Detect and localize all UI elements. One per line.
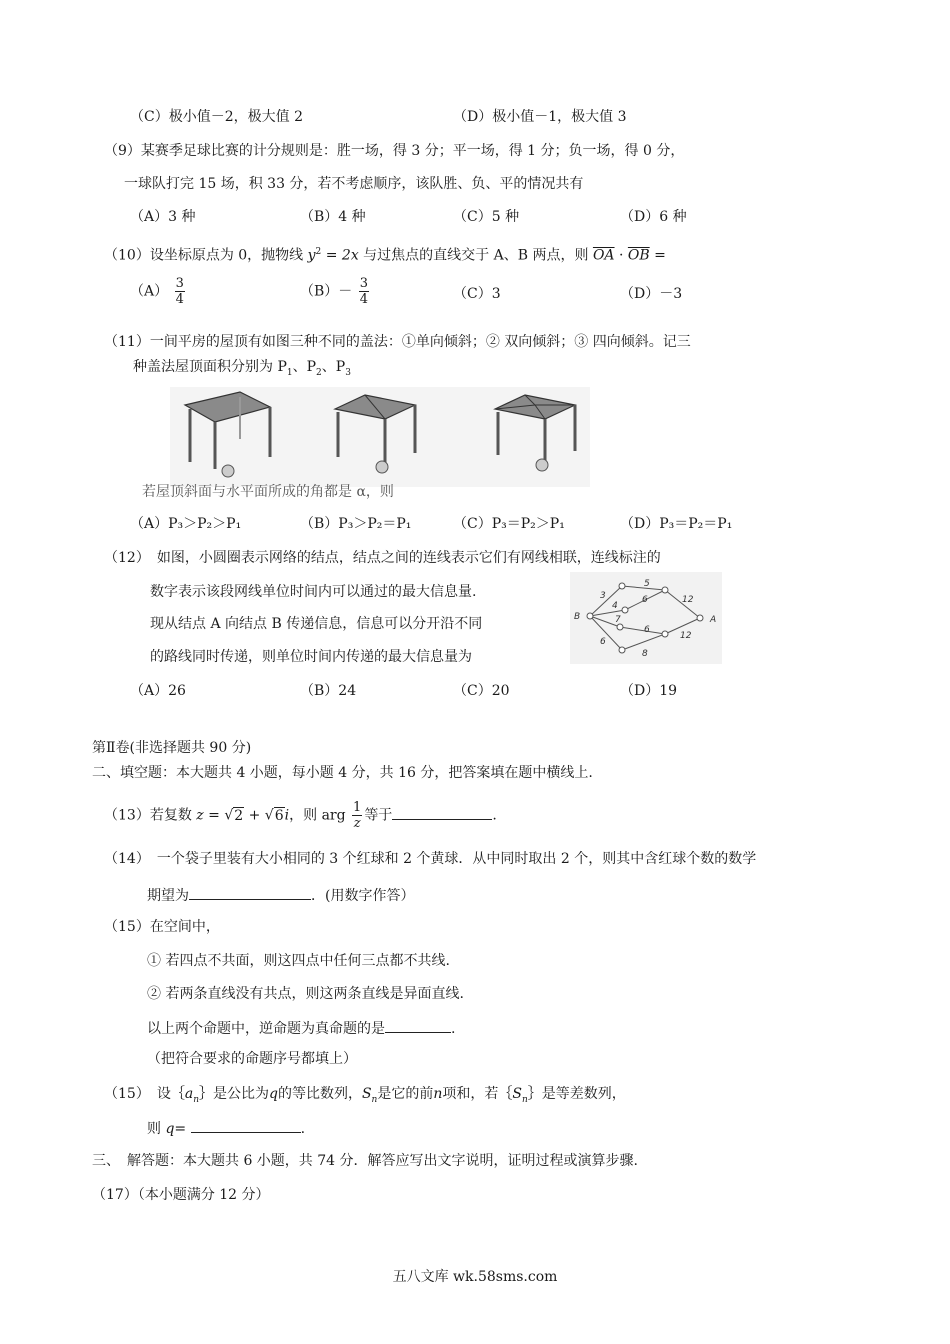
- part3-section: 三、 解答题：本大题共 6 小题，共 74 分．解答应写出文字说明，证明过程或演算步骤.: [92, 1153, 638, 1169]
- q12-line2: 数字表示该段网线单位时间内可以通过的最大信息量.: [150, 584, 477, 600]
- q15a-line3-post: .: [451, 1021, 456, 1037]
- q10-option-a-den: 4: [175, 292, 184, 307]
- q17-title: （17）（本小题满分 12 分）: [92, 1187, 270, 1203]
- q10-option-b: [300, 276, 371, 307]
- q15b-q: q: [268, 1086, 278, 1102]
- q9-option-c: （C）5 种: [453, 209, 520, 225]
- q14-line2: [147, 885, 414, 905]
- q13-frac-num: 1: [353, 800, 362, 815]
- q10-option-b-num: 3: [359, 276, 369, 291]
- q11-sep1: 、P: [292, 359, 317, 375]
- q10-eq-rest: = 2x: [321, 247, 359, 264]
- q13-sqrt6: 6: [274, 807, 284, 824]
- net-label-12b: 12: [680, 631, 692, 641]
- part2-section: 二、填空题：本大题共 4 小题，每小题 4 分，共 16 分，把答案填在题中横线上.: [92, 765, 593, 781]
- net-label-6a: 6: [642, 595, 648, 605]
- roof-figure-2-label: [376, 461, 388, 473]
- q15a-line1: （15）在空间中，: [104, 919, 220, 935]
- q12-option-d: （D）19: [620, 683, 678, 699]
- q11-line1: （11）一间平房的屋顶有如图三种不同的盖法：①单向倾斜；② 双向倾斜；③ 四向倾斜。记三: [104, 334, 691, 350]
- page-footer: 五八文库 wk.58sms.com: [392, 1269, 558, 1285]
- net-label-6b: 6: [644, 625, 650, 635]
- q14-line1: （14） 一个袋子里装有大小相同的 3 个红球和 2 个黄球．从中同时取出 2 个，则其中含红球个数的数学: [104, 851, 757, 867]
- q15b-line2-q: q: [165, 1121, 175, 1137]
- q10-question: [104, 243, 666, 265]
- q15b-line2-eq: =: [174, 1121, 187, 1137]
- q11-sep2: 、P: [321, 359, 346, 375]
- q15b-line2-post: .: [300, 1121, 306, 1137]
- q13-i: i: [284, 807, 290, 824]
- q12-option-c: （C）20: [453, 683, 510, 699]
- part2-title: 第Ⅱ卷(非选择题共 90 分): [92, 740, 252, 756]
- net-label-7: 7: [615, 615, 621, 625]
- q11-sub3: 3: [345, 367, 351, 378]
- net-label-8: 8: [642, 649, 648, 659]
- q10-equals: =: [649, 247, 666, 264]
- q15b-a-sub: n: [193, 1094, 199, 1105]
- q10-eq-y: y: [307, 247, 316, 264]
- q10-middle: 与过焦点的直线交于 A、B 两点，则: [363, 247, 589, 264]
- q10-prefix: （10）设坐标原点为 0，抛物线: [104, 247, 304, 264]
- q15b-a: a: [184, 1086, 194, 1102]
- q9-option-d: （D）6 种: [620, 209, 687, 225]
- q12-option-a: （A）26: [130, 683, 186, 699]
- q15a-statement2: ② 若两条直线没有共点，则这两条直线是异面直线.: [147, 986, 464, 1002]
- q15b-s2-sub: n: [521, 1094, 528, 1105]
- net-label-6c: 6: [600, 637, 606, 647]
- q10-vector-oa: $\overline{OA}$: [592, 247, 615, 264]
- q13-eq: =: [203, 807, 225, 824]
- q9-option-b: （B）4 种: [300, 209, 366, 225]
- q13-frac-den: z: [353, 816, 361, 831]
- q12-line3: 现从结点 A 向结点 B 传递信息，信息可以分开沿不同: [150, 616, 483, 632]
- q15b-mid3: 是它的前: [377, 1086, 434, 1102]
- q10-option-a: [130, 276, 187, 307]
- q11-sub1: 1: [286, 367, 293, 378]
- q14-line2-prefix: 期望为: [147, 888, 189, 904]
- q10-option-b-label: （B）－: [300, 283, 353, 300]
- net-label-4: 4: [612, 601, 618, 611]
- net-label-a: A: [710, 615, 717, 625]
- q13-post: 等于: [364, 807, 393, 824]
- q9-line1: （9）某赛季足球比赛的计分规则是：胜一场，得 3 分；平一场，得 1 分；负一场，得 0 分，: [104, 143, 685, 159]
- q15b-s-sub: n: [371, 1094, 378, 1105]
- q11-line3: 若屋顶斜面与水平面所成的角都是 α，则: [142, 484, 394, 500]
- q8-option-d: （D）极小值－1，极大值 3: [453, 109, 627, 125]
- q10-option-a-num: 3: [175, 276, 184, 291]
- q11-option-d: （D）P₃＝P₂＝P₁: [620, 516, 733, 532]
- q12-line1: （12） 如图，小圆圈表示网络的结点，结点之间的连线表示它们有网线相联，连线标注的: [104, 550, 661, 566]
- q15b-s: S: [361, 1086, 372, 1102]
- q15b-mid1: ｝是公比为: [198, 1086, 269, 1102]
- q12-line4: 的路线同时传递，则单位时间内传递的最大信息量为: [150, 649, 472, 665]
- q10-option-a-label: （A）: [130, 283, 169, 300]
- q10-option-b-fraction: [359, 276, 369, 307]
- q15b-n: n: [433, 1086, 443, 1102]
- q13-answer-blank[interactable]: [392, 805, 492, 820]
- roof-figure-1-label: [222, 465, 234, 477]
- q15b-answer-blank[interactable]: [191, 1118, 301, 1133]
- q10-eq-sup: 2: [315, 247, 322, 257]
- q14-line2-post: ．(用数字作答）: [311, 888, 415, 904]
- q15b-prefix: （15） 设｛: [104, 1086, 185, 1102]
- q13-mid: ，则 arg: [289, 807, 346, 824]
- q15b-s2: S: [512, 1086, 522, 1102]
- q11-option-c: （C）P₃＝P₂＞P₁: [453, 516, 565, 532]
- net-label-3: 3: [600, 591, 606, 601]
- q9-line2: 一球队打完 15 场，积 33 分，若不考虑顺序，该队胜、负、平的情况共有: [124, 176, 584, 192]
- net-label-5: 5: [644, 579, 650, 589]
- roof-figures: [170, 387, 590, 487]
- q12-option-b: （B）24: [300, 683, 357, 699]
- q10-option-a-fraction: [175, 276, 185, 307]
- q15b-mid5: ｝是等差数列，: [527, 1086, 626, 1102]
- q13-z: z: [196, 807, 204, 824]
- q11-option-a: （A）P₃＞P₂＞P₁: [130, 516, 242, 532]
- q15b-line2: [147, 1118, 305, 1138]
- q9-option-a: （A）3 种: [130, 209, 196, 225]
- q13-plus: +: [244, 807, 265, 824]
- q10-dot: ·: [614, 247, 628, 264]
- q13-question: （13）若复数 z = √2 + √6i，则 arg $\frac{1}{z}$ 等于 .: [104, 800, 497, 831]
- q13-sqrt2: 2: [234, 807, 244, 824]
- q13-prefix: （13）若复数: [104, 807, 192, 824]
- q15a-statement1: ① 若四点不共面，则这四点中任何三点都不共线.: [147, 953, 450, 969]
- q10-vector-ob: $\overline{OB}$: [627, 247, 650, 264]
- network-diagram: [570, 572, 722, 664]
- q11-line2-prefix: 种盖法屋顶面积分别为 P: [133, 359, 287, 375]
- q15b-mid4: 项和，若｛: [442, 1086, 513, 1102]
- q11-line2: [133, 358, 351, 382]
- q8-option-c: （C）极小值－2，极大值 2: [130, 109, 303, 125]
- q15a-line3: [147, 1018, 455, 1038]
- q10-option-b-den: 4: [359, 292, 369, 307]
- roof-figure-3-label: [536, 459, 548, 471]
- q15b-line2-prefix: 则: [147, 1121, 161, 1137]
- q10-option-d: （D）－3: [620, 286, 683, 302]
- net-label-b: B: [574, 612, 581, 622]
- q11-sub2: 2: [316, 367, 322, 378]
- q15a-note: （把符合要求的命题序号都填上）: [147, 1051, 357, 1067]
- net-label-12a: 12: [682, 595, 694, 605]
- q14-answer-blank[interactable]: [189, 885, 311, 900]
- q15b-line1: [104, 1085, 626, 1109]
- q15a-answer-blank[interactable]: [385, 1018, 451, 1033]
- q15b-mid2: 的等比数列，: [277, 1086, 362, 1102]
- q13-fraction: [352, 800, 362, 831]
- q15a-line3-prefix: 以上两个命题中，逆命题为真命题的是: [147, 1021, 385, 1037]
- q13-end: .: [492, 807, 497, 824]
- q11-option-b: （B）P₃＞P₂＝P₁: [300, 516, 412, 532]
- q10-option-c: （C）3: [453, 286, 501, 302]
